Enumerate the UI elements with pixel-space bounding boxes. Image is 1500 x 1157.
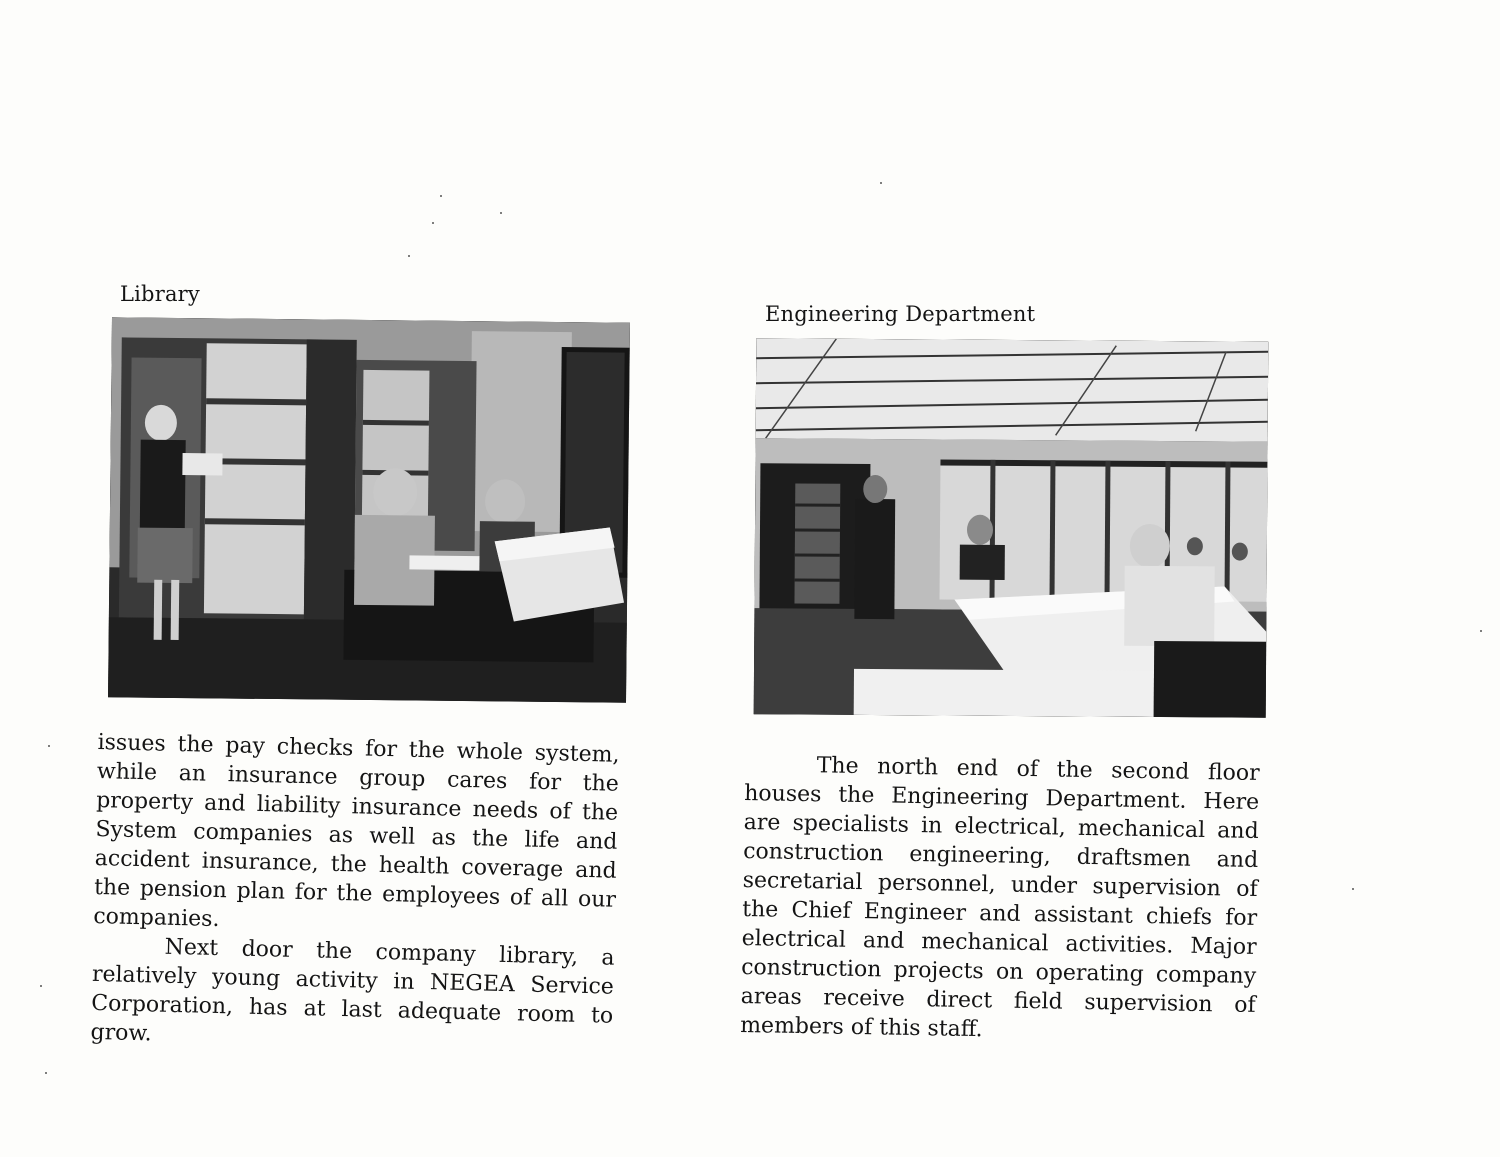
library-photo bbox=[108, 317, 630, 702]
scan-speck bbox=[432, 222, 434, 224]
scan-speck bbox=[880, 182, 882, 184]
scan-speck bbox=[440, 195, 442, 197]
scan-speck bbox=[40, 985, 42, 987]
scan-speck bbox=[1480, 630, 1482, 632]
scan-speck bbox=[1352, 888, 1354, 890]
engineering-caption: Engineering Department bbox=[765, 302, 1036, 326]
scan-speck bbox=[408, 255, 410, 257]
library-caption: Library bbox=[120, 282, 200, 306]
scan-speck bbox=[48, 745, 50, 747]
scan-speck bbox=[45, 1072, 47, 1074]
paragraph-engineering: The north end of the second floor houses the Engineering Department. Here are specialists in electrical, mechanical and construction engineering, draftsmen and secretarial personnel, under supervision of the Chief Engineer and assistant chiefs for electrical and mechanical activities. Major construction projects on operating company areas receive direct field supervision of members of this staff. bbox=[739, 753, 1260, 1043]
paragraph-insurance: issues the pay checks for the whole system, while an insurance group cares for the property and liability insurance needs of the System companies as well as the life and accident insurance, the health coverage and the pension plan for the employees of all our companies. bbox=[93, 729, 620, 933]
engineering-body-text bbox=[740, 750, 1260, 1049]
library-body-text bbox=[90, 728, 620, 1060]
paragraph-library: Next door the company library, a relatively young activity in NEGEA Service Corporation, has at last adequate room to grow. bbox=[90, 934, 615, 1047]
engineering-photo bbox=[754, 338, 1269, 718]
scan-speck bbox=[500, 212, 502, 214]
